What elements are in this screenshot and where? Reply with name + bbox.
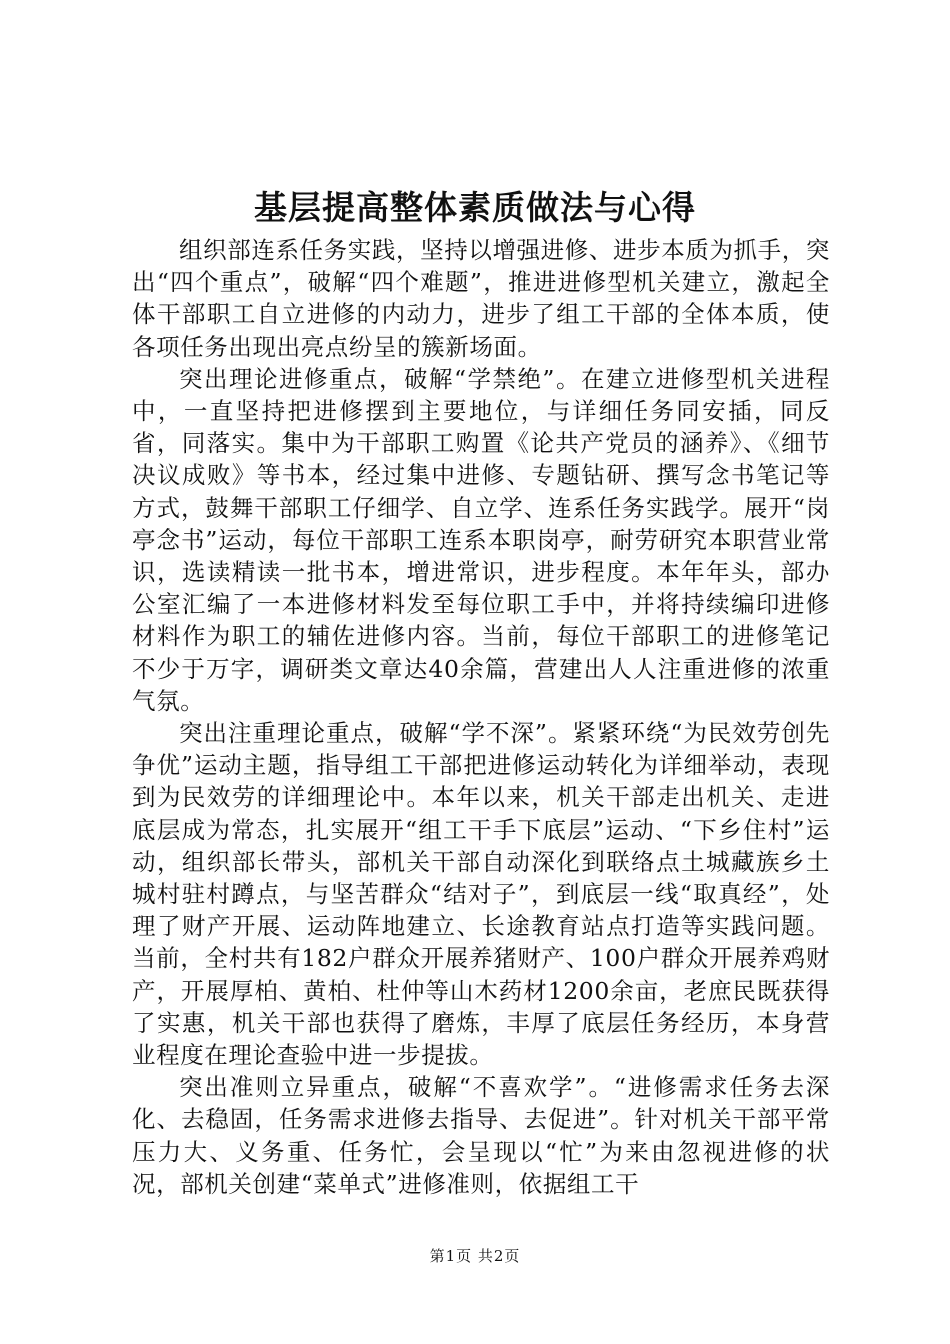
- page-number-footer: 第1页 共2页: [429, 1247, 521, 1265]
- paragraph: 组织部连系任务实践，坚持以增强进修、进步本质为抓手，突出“四个重点”，破解“四个难题”，推进进修型机关建立，激起全体干部职工自立进修的内动力，进步了组工干部的全体本质，使各项任务出现出亮点纷呈的簇新场面。: [132, 236, 830, 361]
- document-title: 基层提高整体素质做法与心得: [254, 188, 696, 227]
- paragraph: 突出准则立异重点，破解“不喜欢学”。“进修需求任务去深化、去稳固，任务需求进修去指导、去促进”。针对机关干部平常压力大、义务重、任务忙，会呈现以“忙”为来由忽视进修的状况，部机关创建“菜单式”进修准则，依据组工干: [132, 1073, 830, 1198]
- paragraph: 突出注重理论重点，破解“学不深”。紧紧环绕“为民效劳创先争优”运动主题，指导组工干部把进修运动转化为详细举动，表现到为民效劳的详细理论中。本年以来，机关干部走出机关、走进底层成为常态，扎实展开“组工干手下底层”运动、“下乡住村”运动，组织部长带头，部机关干部自动深化到联络点土城藏族乡土城村驻村蹲点，与坚苦群众“结对子”，到底层一线“取真经”，处理了财产开展、运动阵地建立、长途教育站点打造等实践问题。当前，全村共有182户群众开展养猪财产、100户群众开展养鸡财产，开展厚柏、黄柏、杜仲等山木药材1200余亩，老庶民既获得了实惠，机关干部也获得了磨炼，丰厚了底层任务经历，本身营业程度在理论查验中进一步提拔。: [132, 719, 830, 1070]
- document-body: [132, 234, 830, 1200]
- paragraph: 突出理论进修重点，破解“学禁绝”。在建立进修型机关进程中，一直坚持把进修摆到主要地位，与详细任务同安插，同反省，同落实。集中为干部职工购置《论共产党员的涵养》、《细节决议成败》等书本，经过集中进修、专题钻研、撰写念书笔记等方式，鼓舞干部职工仔细学、自立学、连系任务实践学。展开“岗亭念书”运动，每位干部职工连系本职岗亭，耐劳研究本职营业常识，选读精读一批书本，增进常识，进步程度。本年年头，部办公室汇编了一本进修材料发至每位职工手中，并将持续编印进修材料作为职工的辅佐进修内容。当前，每位干部职工的进修笔记不少于万字，调研类文章达40余篇，营建出人人注重进修的浓重气氛。: [132, 364, 830, 715]
